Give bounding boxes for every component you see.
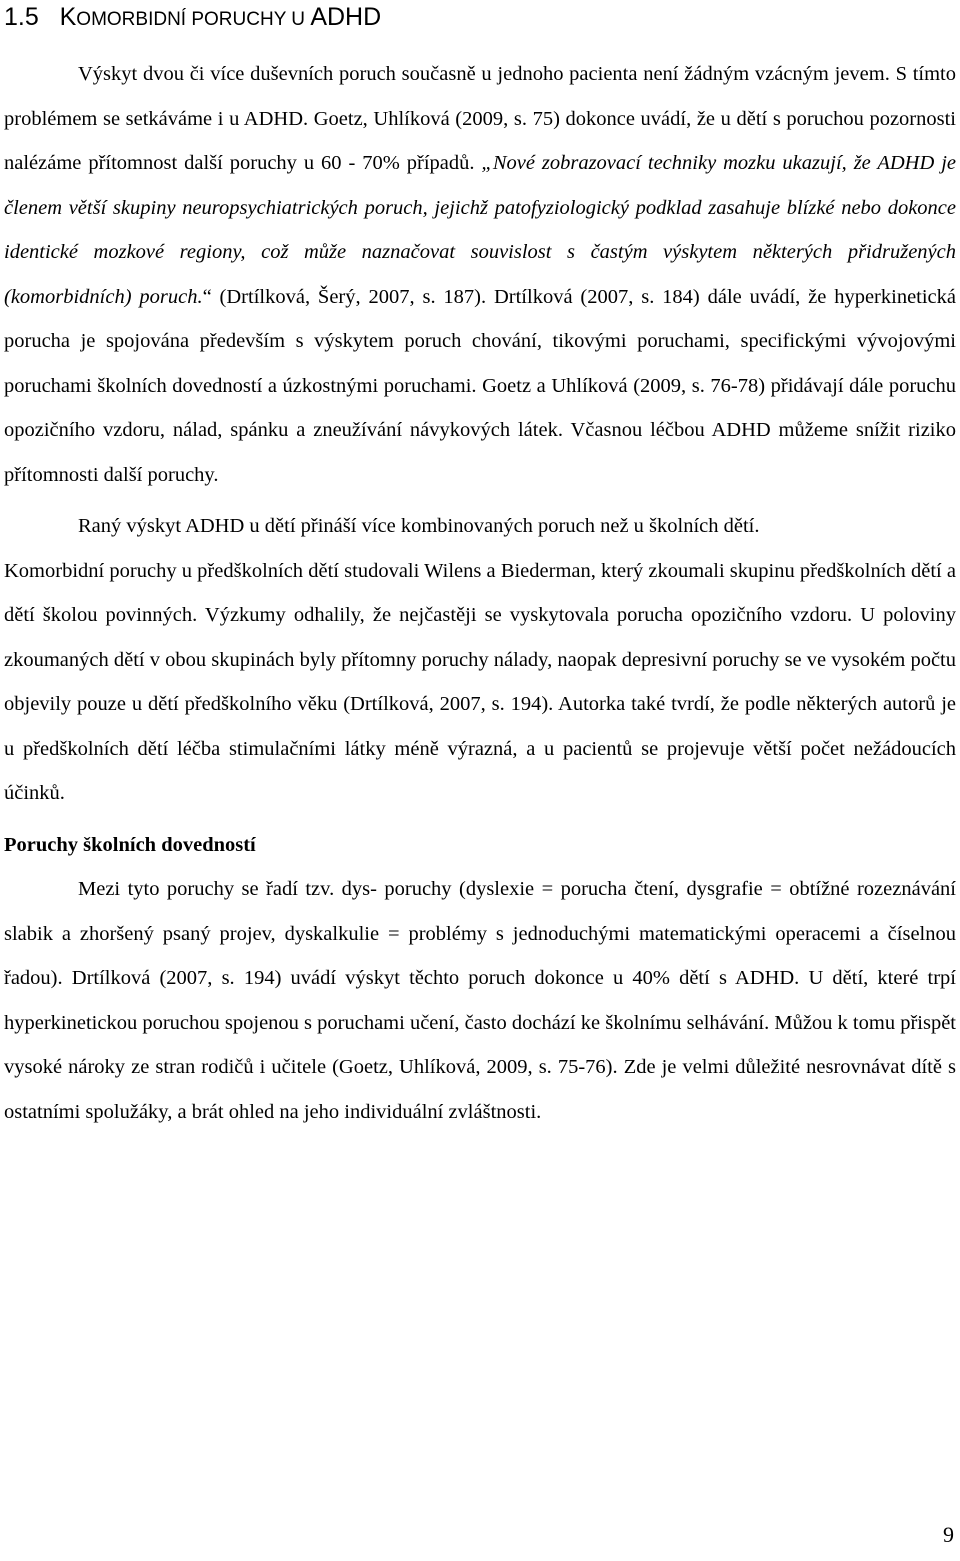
subsection-heading: Poruchy školních dovedností <box>4 833 256 856</box>
section-heading <box>4 2 381 35</box>
paragraph-1-quote: „Nové zobrazovací techniky mozku ukazují, že ADHD je členem větší skupiny neuropsychiatrických poruch, jejichž patofyziologický podklad zasahuje blízké nebo dokonce identické mozkové regiony, což může naznačovat souvislost s častým výskytem některých přidružených (komorbidních) poruch. <box>4 152 957 308</box>
paragraph-preschool-lead: Raný výskyt ADHD u dětí přináší více kombinovaných poruch než u školních dětí. <box>78 515 760 537</box>
body-text <box>4 52 956 1134</box>
section-number: 1.5 <box>4 3 39 31</box>
section-title-initial: K <box>59 3 77 31</box>
paragraph-1-text: Výskyt dvou či více duševních poruch současně u jednoho pacienta není žádným vzácným jevem. S tímto problémem se setkáváme i u ADHD. Goetz, Uhlíková (2009, s. 75) dokonce uvádí, že u dětí s poruchou pozornosti nalézáme přítomnost další poruchy u 60 - 70% případů. <box>4 63 956 174</box>
section-title-smallcaps: OMORBIDNÍ PORUCHY U <box>76 9 311 30</box>
page-number: 9 <box>943 1522 954 1547</box>
paragraph-comorbidity-intro <box>4 52 956 497</box>
section-title-tail: ADHD <box>310 3 382 31</box>
paragraph-school-skills: Mezi tyto poruchy se řadí tzv. dys- poruchy (dyslexie = porucha čtení, dysgrafie = obtížné rozeznávání slabik a zhoršený psaný projev, dyskalkulie = problémy s jednoduchými matematickými operacemi a číselnou řadou). Drtílková (2007, s. 194) uvádí výskyt těchto poruch dokonce u 40% dětí s ADHD. U dětí, které trpí hyperkinetickou poruchou spojenou s poruchami učení, často dochází ke školnímu selhávání. Můžou k tomu přispět vysoké nároky ze stran rodičů i učitele (Goetz, Uhlíková, 2009, s. 75-76). Zde je velmi důležité nesrovnávat dítě s ostatními spolužáky, a brát ohled na jeho individuální zvláštnosti. <box>4 878 956 1123</box>
paragraph-preschool-body: Komorbidní poruchy u předškolních dětí studovali Wilens a Biederman, který zkoumali skupinu předškolních dětí a dětí školou povinných. Výzkumy odhalily, že nejčastěji se vyskytovala porucha opozičního vzdoru. U poloviny zkoumaných dětí v obou skupinách byly přítomny poruchy nálady, naopak depresivní poruchy se ve vysokém počtu objevily pouze u dětí předškolního věku (Drtílková, 2007, s. 194). Autorka také tvrdí, že podle některých autorů je u předškolních dětí léčba stimulačními látky méně výrazná, a u pacientů se projevuje větší počet nežádoucích účinků. <box>4 559 956 804</box>
paragraph-1-citation: “ (Drtílková, Šerý, 2007, s. 187). Drtílková (2007, s. 184) dále uvádí, že hyperkinetická porucha je spojována především s výskytem poruch chování, tikovými poruchami, specifickými vývojovými poruchami školních dovedností a úzkostnými poruchami. Goetz a Uhlíková (2009, s. 76-78) přidávají dále poruchu opozičního vzdoru, nálad, spánku a zneužívání návykových látek. Včasnou léčbou ADHD můžeme snížit riziko přítomnosti další poruchy. <box>4 285 957 486</box>
